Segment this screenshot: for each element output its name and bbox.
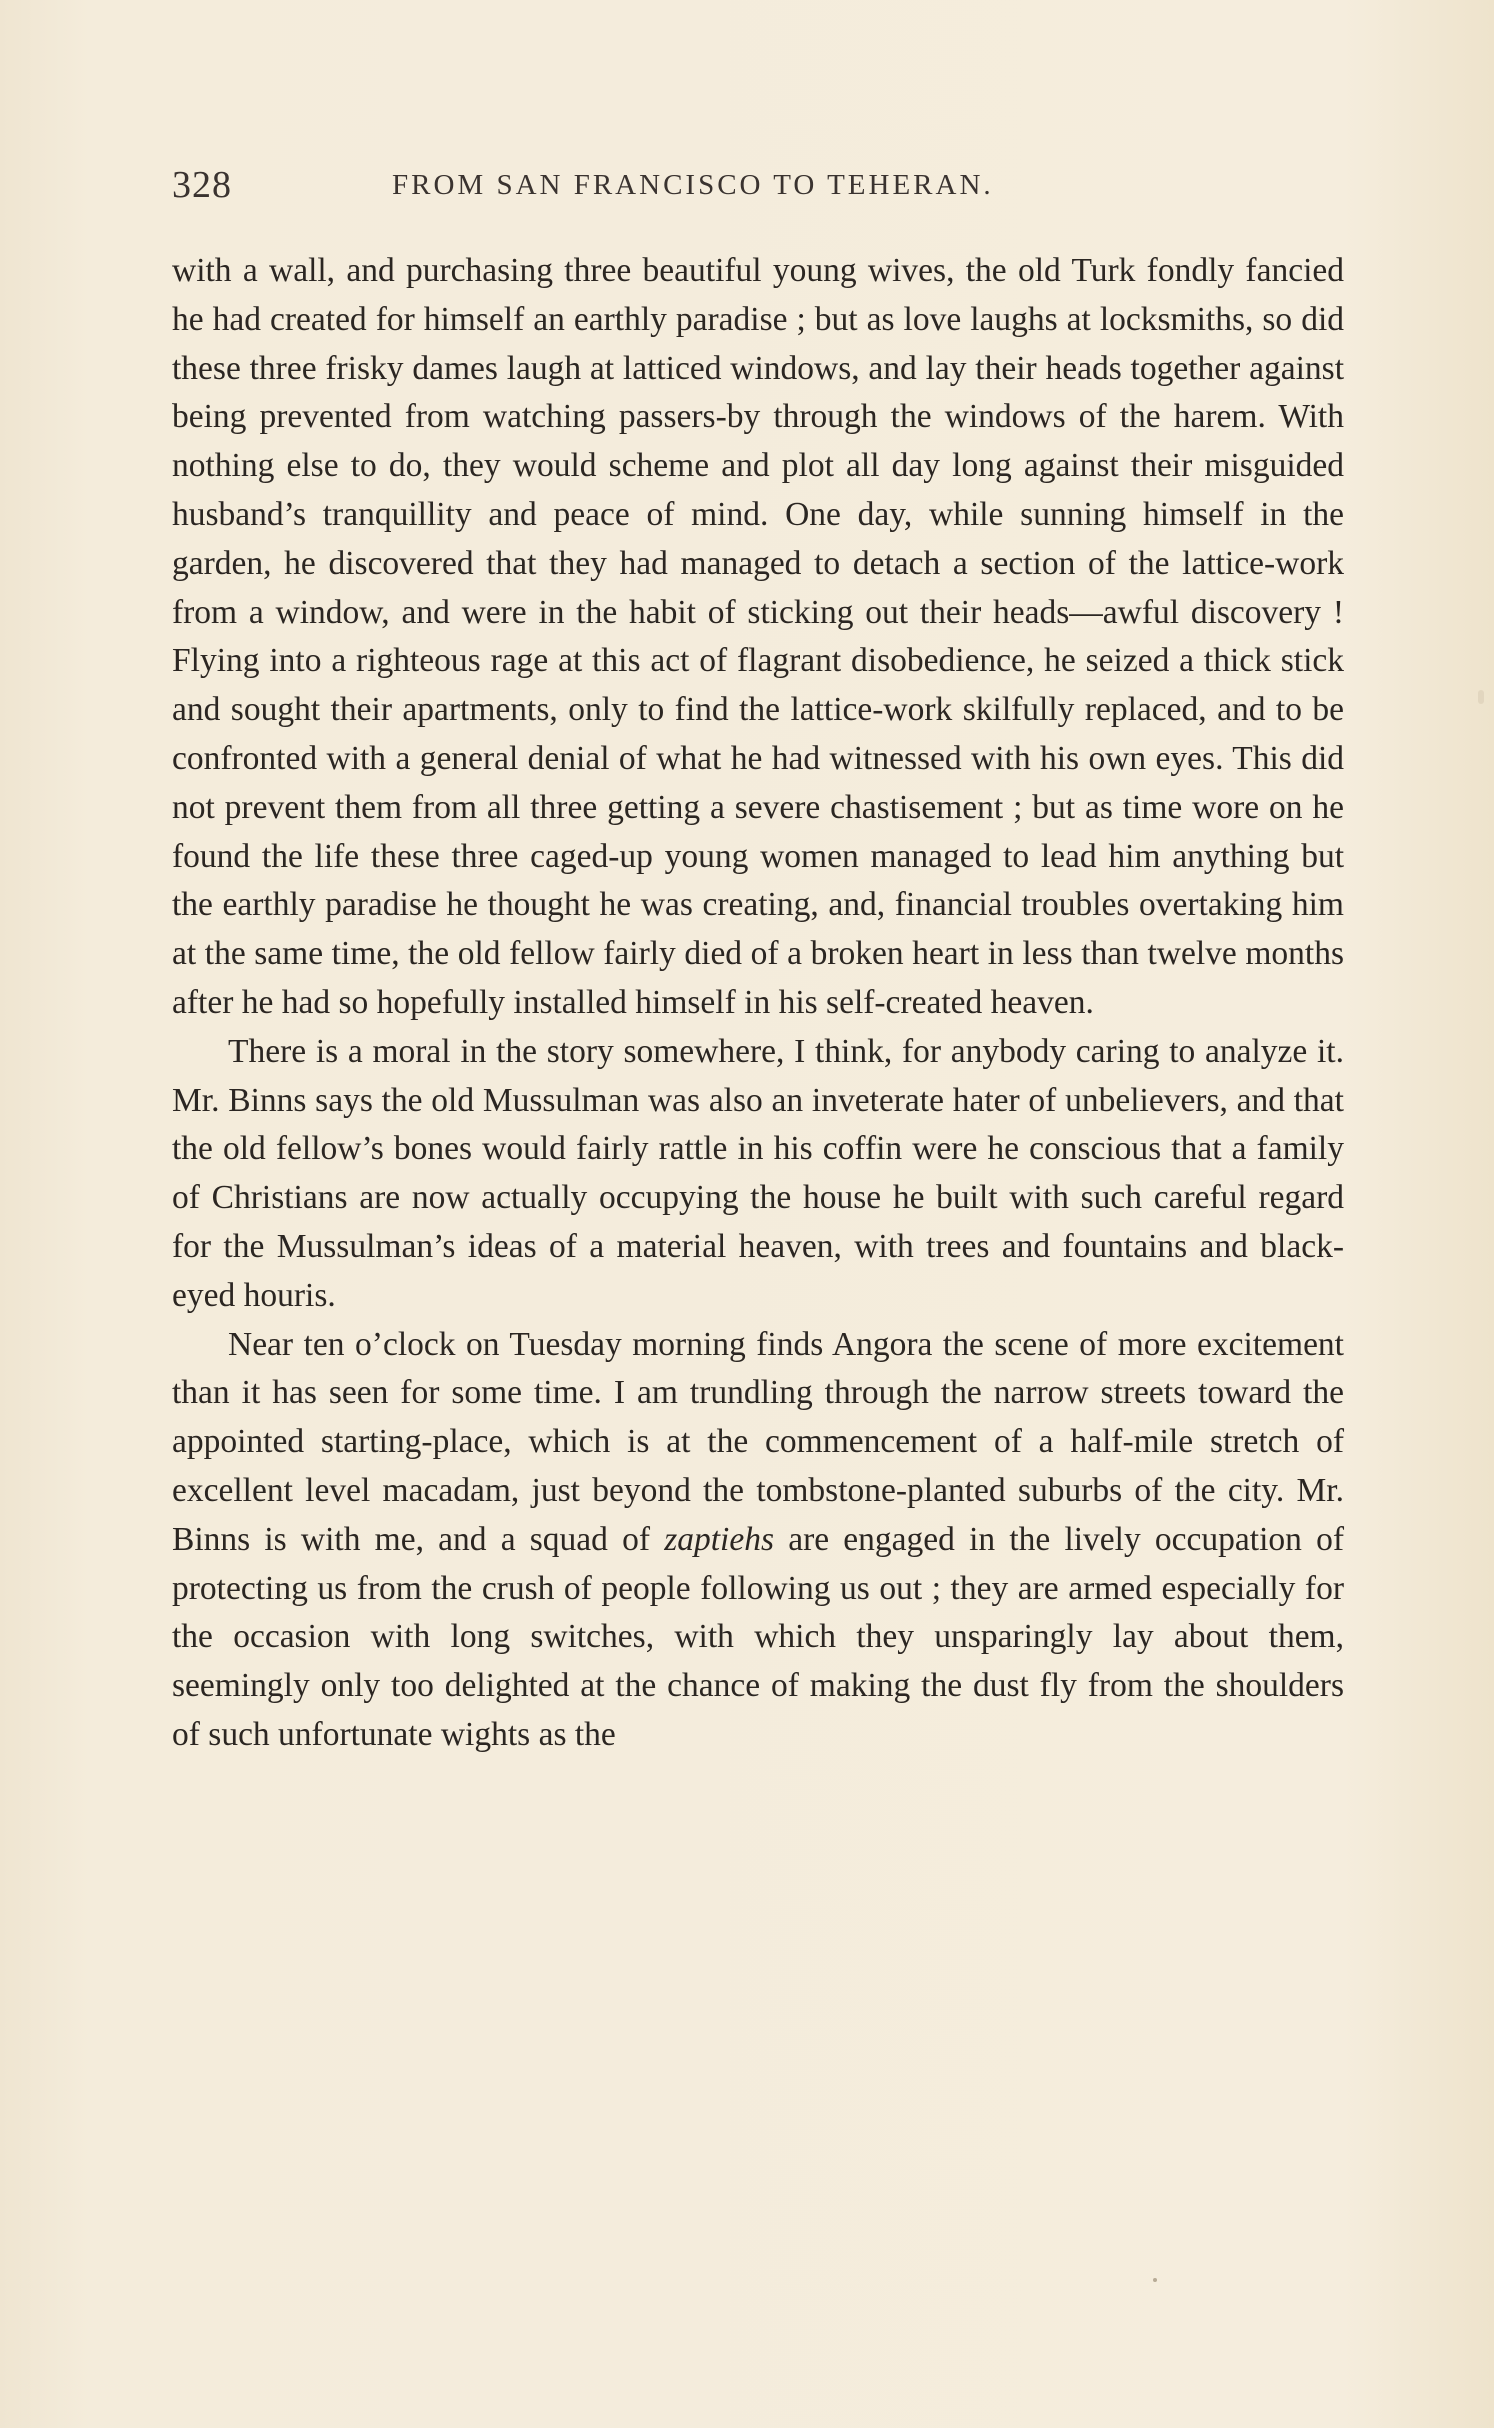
paragraph-3-text-after: are engaged in the lively occupation of protecting us from the crush of people following us out ; they are armed especially for the occasion with long switches, with which they unsparingly lay about them, seemingly only too delighted at the chance of making the dust fly from the shoulders of such unfortunate wights as the <box>172 1520 1344 1753</box>
body-text <box>172 247 1344 1760</box>
paragraph-1: with a wall, and purchasing three beautiful young wives, the old Turk fondly fancied he had created for himself an earthly paradise ; but as love laughs at locksmiths, so did these three frisky dames laugh at latticed windows, and lay their heads together against being prevented from watching passers-by through the windows of the harem. With nothing else to do, they would scheme and plot all day long against their misguided husband’s tranquillity and peace of mind. One day, while sunning himself in the garden, he discovered that they had managed to detach a section of the lattice-work from a window, and were in the habit of sticking out their heads—awful discovery ! Flying into a righteous rage at this act of flagrant disobedience, he seized a thick stick and sought their apartments, only to find the lattice-work skilfully replaced, and to be confronted with a general denial of what he had witnessed with his own eyes. This did not prevent them from all three getting a severe chastisement ; but as time wore on he found the life these three caged-up young women managed to lead him anything but the earthly paradise he thought he was creating, and, financial troubles overtaking him at the same time, the old fellow fairly died of a broken heart in less than twelve months after he had so hopefully installed himself in his self-created heaven. <box>172 252 1344 1021</box>
paragraph-3 <box>172 1321 1344 1760</box>
paragraph-2: There is a moral in the story somewhere, I think, for anybody caring to analyze it. Mr. Binns says the old Mussulman was also an inveterate hater of unbelievers, and that the old fellow’s bones would fairly rattle in his coffin were he conscious that a family of Christians are now actually occupying the house he built with such careful regard for the Mussulman’s ideas of a material heaven, with trees and fountains and black-eyed houris. <box>172 1032 1344 1314</box>
paper-edge-mark <box>1478 690 1484 704</box>
paragraph-3-text-before: Near ten o’clock on Tuesday morning finds Angora the scene of more excitement than it has seen for some time. I am trundling through the narrow streets toward the appointed starting-place, which is at the commencement of a half-mile stretch of excellent level macadam, just beyond the tombstone-planted suburbs of the city. Mr. Binns is with me, and a squad of <box>172 1325 1344 1558</box>
paragraph-3-italic-term: zaptiehs <box>664 1520 775 1558</box>
running-title: FROM SAN FRANCISCO TO TEHERAN. <box>392 169 994 201</box>
page-header <box>172 163 1342 213</box>
page-number: 328 <box>172 164 232 206</box>
paper-speck <box>1153 2278 1157 2282</box>
